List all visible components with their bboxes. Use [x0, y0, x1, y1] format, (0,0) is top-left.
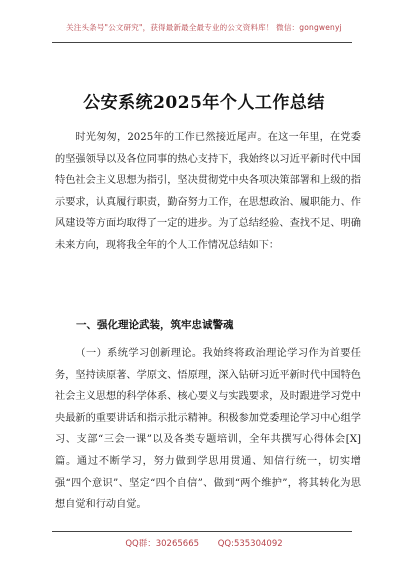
- header-banner: 关注头条号"公文研究"，获得最新最全最专业的公文资料库！ 微信：gongwenyj: [66, 23, 342, 32]
- document-title: 公安系统2025年个人工作总结: [83, 93, 325, 113]
- footer-qq-contact: QQ:535304092: [217, 539, 283, 549]
- section-heading: 一、强化理论武装，筑牢忠诚警魂: [76, 319, 234, 331]
- footer-qq-group: QQ群：30265665: [125, 539, 200, 549]
- header-divider: [52, 42, 352, 43]
- footer-divider: [52, 531, 352, 532]
- intro-paragraph: 时光匆匆，2025年的工作已然接近尾声。在这一年里，在党委的坚强领导以及各位同事的热心支持下，我始终以习近平新时代中国特色社会主义思想为指引，坚决贯彻党中央各项决策部署和上级的指示要求，认真履行职责，勤奋努力工作，在思想政治、履职能力、作风建设等方面均取得了一定的进步。为了总结经验、查找不足、明确未来方向，现将我全年的个人工作情况总结如下：: [55, 132, 361, 251]
- section-paragraph: （一）系统学习创新理论。我始终将政治理论学习作为首要任务，坚持读原著、学原文、悟原理，深入钻研习近平新时代中国特色社会主义思想的科学体系、核心要义与实践要求，及时跟进学习党中央最新的重要讲话和指示批示精神。积极参加党委理论学习中心组学习、支部“三会一课”以及各类专题培训，全年共撰写心得体会[X]篇。通过不断学习，努力做到学思用贯通、知信行统一，切实增强“四个意识”、坚定“四个自信”、做到“两个维护”，将其转化为思想自觉和行动自觉。: [55, 348, 361, 511]
- footer: [0, 537, 408, 549]
